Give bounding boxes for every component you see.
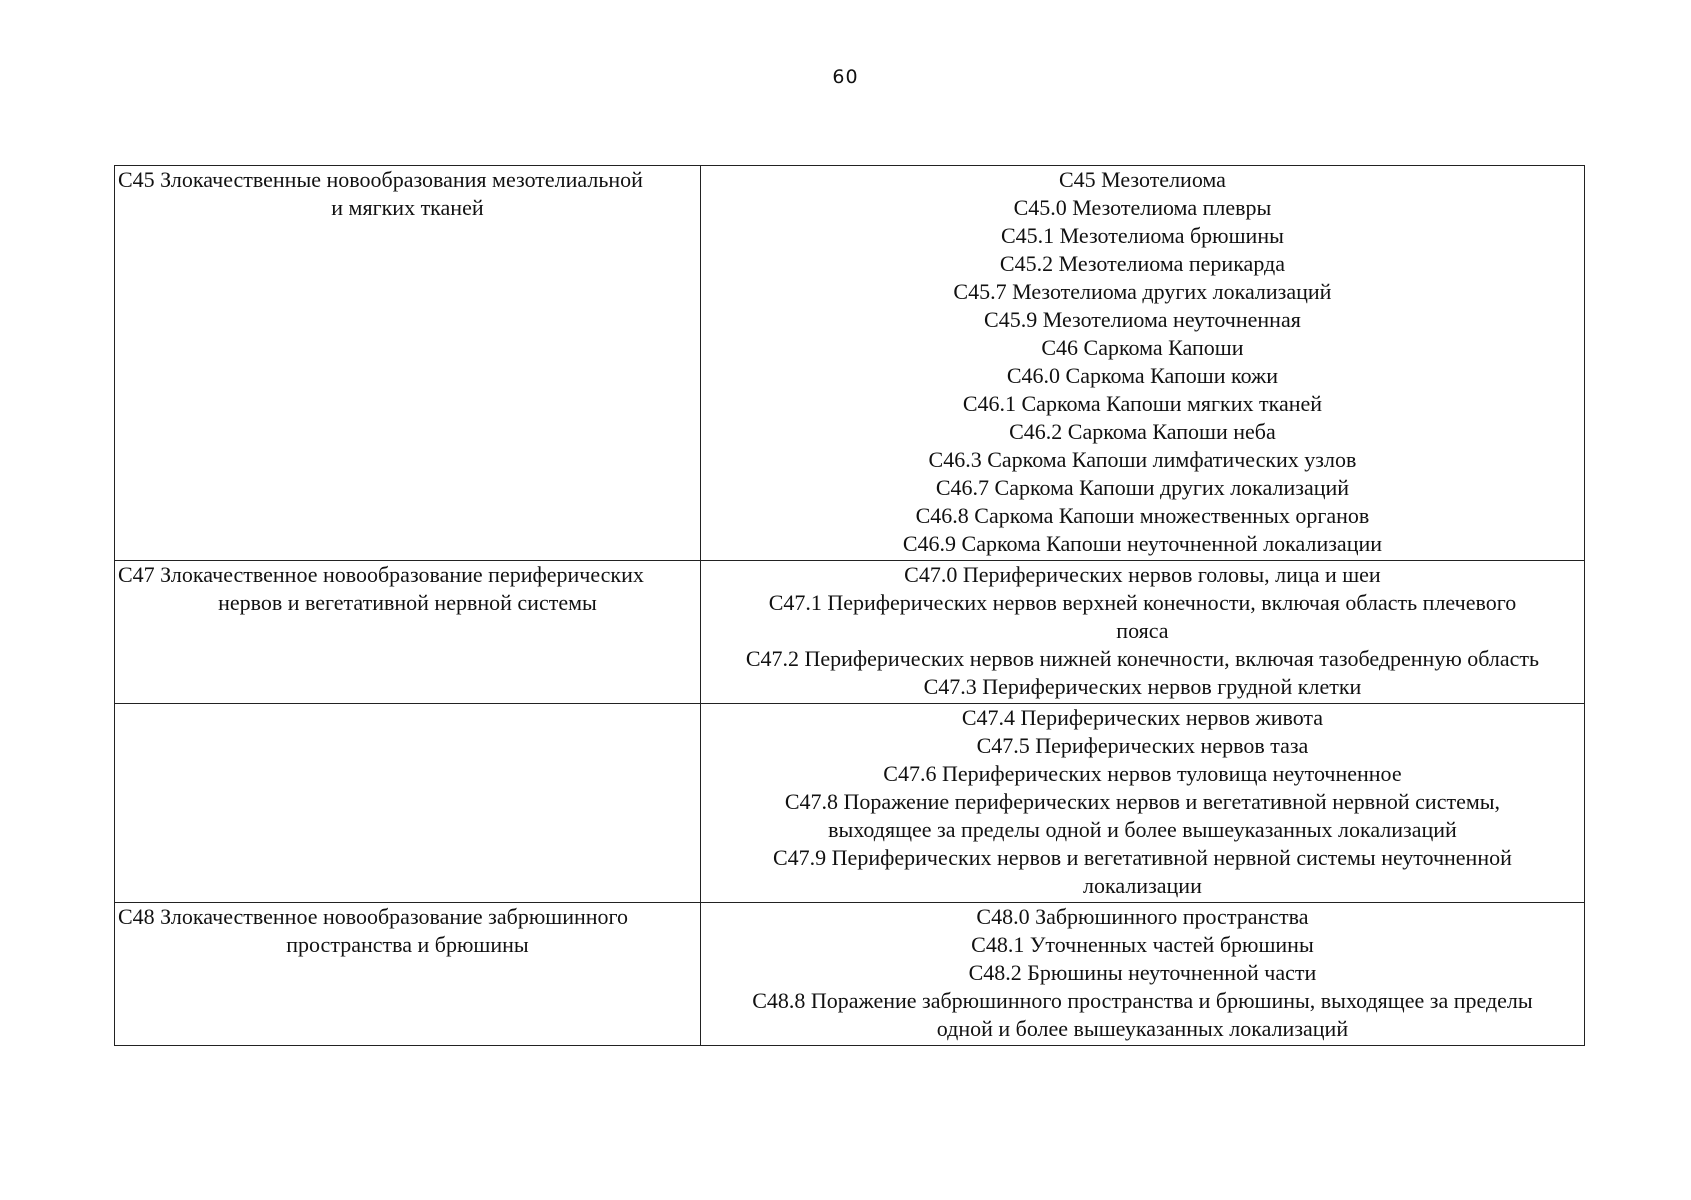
category-line: C47 Злокачественное новообразование периферических xyxy=(118,562,644,587)
codes-cell xyxy=(700,166,1584,561)
code-line: C48.1 Уточненных частей брюшины xyxy=(971,932,1314,957)
category-line: C45 Злокачественные новообразования мезотелиальной xyxy=(118,167,643,192)
code-line: C47.5 Периферических нервов таза xyxy=(976,733,1309,758)
code-line: C45.9 Мезотелиома неуточненная xyxy=(984,307,1301,332)
code-line: C48.2 Брюшины неуточненной части xyxy=(968,960,1317,985)
icd-code-table xyxy=(114,165,1585,1046)
table-row xyxy=(115,561,1585,704)
page-number: 60 xyxy=(832,66,859,88)
code-line: выходящее за пределы одной и более вышеуказанных локализаций xyxy=(828,817,1457,842)
code-line: C46.0 Саркома Капоши кожи xyxy=(1006,363,1279,388)
code-line: C45.0 Мезотелиома плевры xyxy=(1013,195,1272,220)
codes-cell xyxy=(700,903,1584,1046)
category-line: нервов и вегетативной нервной системы xyxy=(218,590,597,615)
code-line: C45.1 Мезотелиома брюшины xyxy=(1000,223,1284,248)
code-line: C47.2 Периферических нервов нижней конечности, включая тазобедренную область xyxy=(745,646,1540,671)
code-line: C48.0 Забрюшинного пространства xyxy=(976,904,1309,929)
code-line: C46 Саркома Капоши xyxy=(1041,335,1244,360)
category-line: C48 Злокачественное новообразование забрюшинного xyxy=(118,904,629,929)
code-line: C47.1 Периферических нервов верхней конечности, включая область плечевого xyxy=(768,590,1517,615)
code-line: C45 Мезотелиома xyxy=(1058,167,1226,192)
code-line: C46.9 Саркома Капоши неуточненной локализации xyxy=(902,531,1383,556)
code-line: одной и более вышеуказанных локализаций xyxy=(936,1016,1349,1041)
code-line: C45.2 Мезотелиома перикарда xyxy=(999,251,1285,276)
table-row xyxy=(115,903,1585,1046)
codes-cell xyxy=(700,561,1584,704)
category-cell-empty xyxy=(115,704,701,903)
code-line: C46.8 Саркома Капоши множественных органов xyxy=(915,503,1370,528)
code-line: C47.8 Поражение периферических нервов и вегетативной нервной системы, xyxy=(784,789,1501,814)
code-line: локализации xyxy=(1083,873,1202,898)
code-line: C48.8 Поражение забрюшинного пространства и брюшины, выходящее за пределы xyxy=(752,988,1533,1013)
code-line: C46.1 Саркома Капоши мягких тканей xyxy=(962,391,1323,416)
code-line: C45.7 Мезотелиома других локализаций xyxy=(953,279,1332,304)
category-cell xyxy=(115,166,701,561)
code-line: пояса xyxy=(1116,618,1169,643)
code-line: C47.9 Периферических нервов и вегетативной нервной системы неуточненной xyxy=(773,845,1512,870)
category-cell xyxy=(115,561,701,704)
category-line: пространства и брюшины xyxy=(286,932,529,957)
code-line: C47.3 Периферических нервов грудной клетки xyxy=(923,674,1362,699)
table-row xyxy=(115,704,1585,903)
code-line: C46.3 Саркома Капоши лимфатических узлов xyxy=(928,447,1357,472)
category-cell xyxy=(115,903,701,1046)
codes-cell xyxy=(700,704,1584,903)
category-line: и мягких тканей xyxy=(331,195,484,220)
code-line: C47.6 Периферических нервов туловища неуточненное xyxy=(883,761,1402,786)
code-line: C47.4 Периферических нервов живота xyxy=(961,705,1324,730)
table-row xyxy=(115,166,1585,561)
code-line: C46.7 Саркома Капоши других локализаций xyxy=(935,475,1350,500)
code-line: C47.0 Периферических нервов головы, лица и шеи xyxy=(904,562,1381,587)
code-line: C46.2 Саркома Капоши неба xyxy=(1009,419,1276,444)
